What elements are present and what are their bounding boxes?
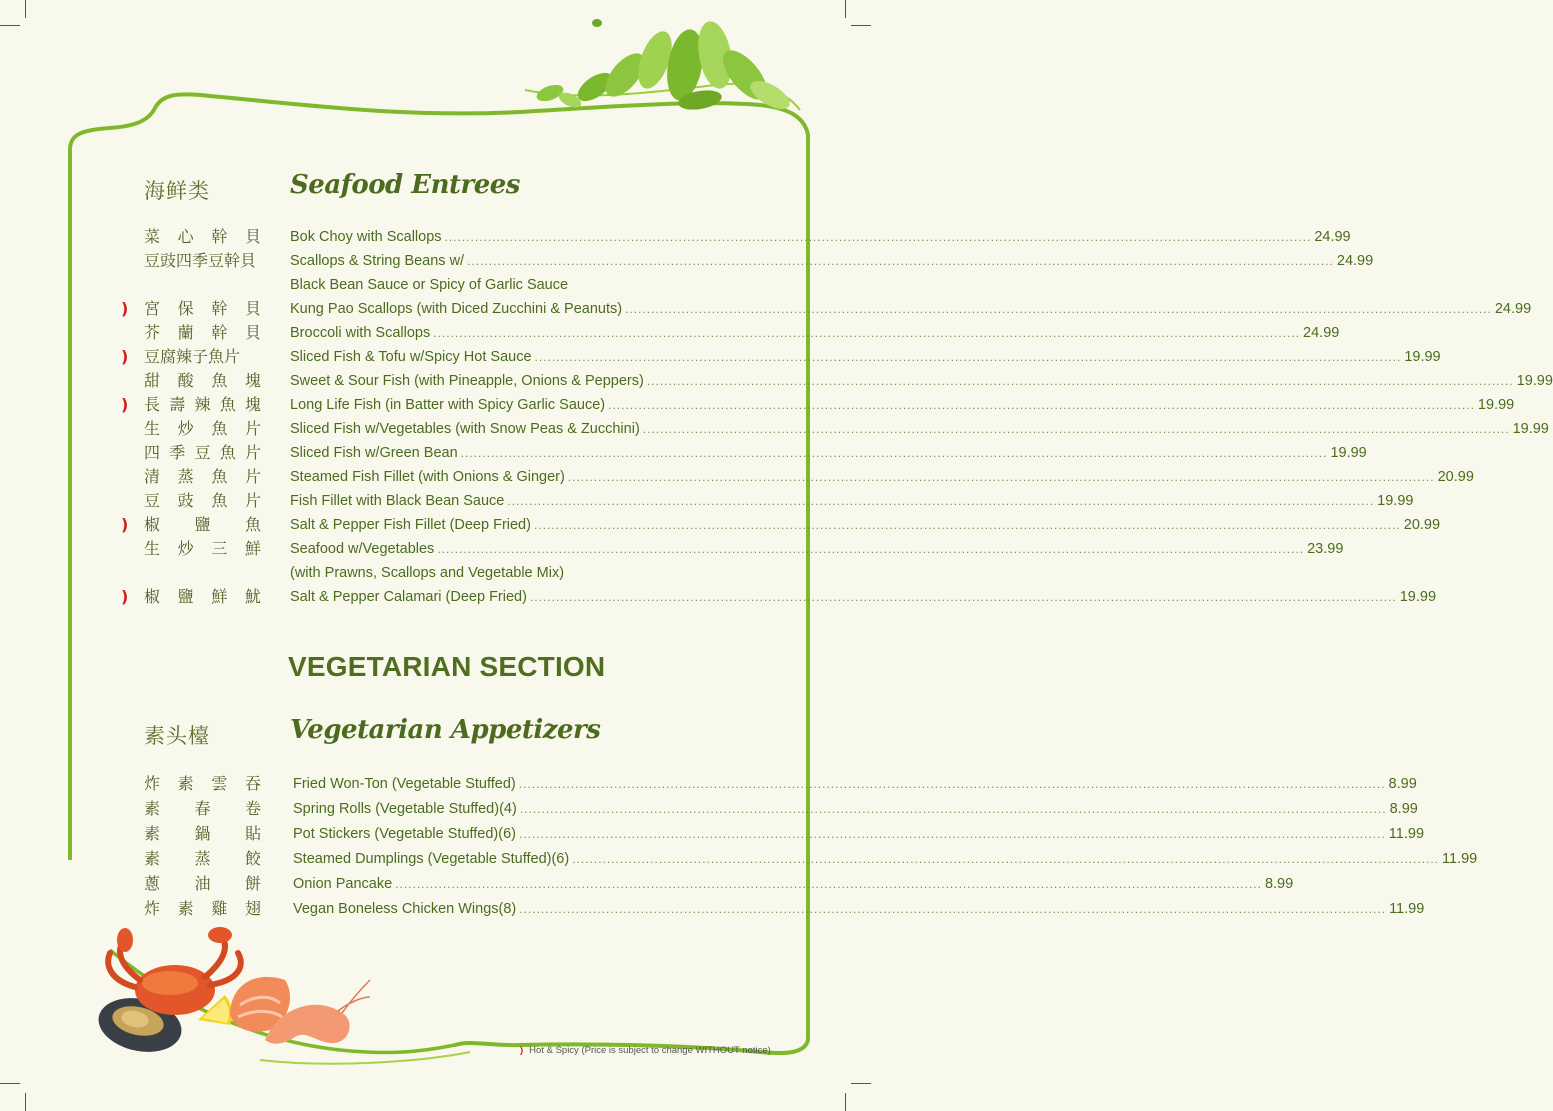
dot-leader: ........................................................................................................................................................................................................	[437, 542, 1305, 556]
menu-item	[293, 873, 1294, 895]
item-chinese-name: 椒鹽魚	[144, 515, 261, 534]
item-english-name: Sliced Fish w/Green Bean	[290, 445, 458, 461]
item-english-name: Bok Choy with Scallops	[290, 229, 442, 245]
item-note: (with Prawns, Scallops and Vegetable Mix)	[290, 565, 565, 581]
menu-item	[290, 514, 1441, 536]
item-price: 19.99	[1512, 421, 1549, 437]
item-price: 19.99	[1330, 445, 1367, 461]
item-price: 11.99	[1388, 826, 1425, 842]
chili-icon: )	[520, 1045, 524, 1056]
item-english-name: Scallops & String Beans w/	[290, 253, 465, 269]
item-english-name: Sweet & Sour Fish (with Pineapple, Onions & Peppers)	[290, 373, 644, 389]
menu-item	[290, 586, 1437, 608]
item-english-name: Steamed Fish Fillet (with Onions & Ginger)	[290, 469, 565, 485]
menu-item	[290, 250, 1374, 272]
item-price: 24.99	[1303, 325, 1340, 341]
item-chinese-name: 素蒸餃	[144, 849, 261, 868]
item-english-name: Salt & Pepper Calamari (Deep Fried)	[290, 589, 527, 605]
item-price: 19.99	[1404, 349, 1441, 365]
dot-leader: ........................................................................................................................................................................................................	[567, 470, 1435, 484]
footnote-text: Hot & Spicy (Price is subject to change WITHOUT notice)	[529, 1045, 771, 1056]
item-price: 24.99	[1336, 253, 1374, 269]
menu-item	[293, 773, 1417, 795]
item-english-name: Vegan Boneless Chicken Wings(8)	[293, 901, 517, 917]
seafood-zh-heading: 海鲜类	[144, 179, 210, 203]
dot-leader: ........................................................................................................................................................................................................	[625, 302, 1492, 316]
item-chinese-name: 豆豉四季豆幹貝	[144, 251, 257, 270]
dot-leader: ........................................................................................................................................................................................................	[519, 902, 1387, 916]
item-chinese-name: 豆腐辣子魚片	[144, 347, 241, 366]
item-price: 20.99	[1437, 469, 1474, 485]
chili-icon: )	[121, 347, 129, 366]
item-chinese-name: 芥蘭幹貝	[144, 323, 261, 342]
seafood-en-heading: Seafood Entrees	[290, 170, 520, 200]
item-chinese-name: 生炒魚片	[144, 419, 261, 438]
item-price: 24.99	[1494, 301, 1532, 317]
dot-leader: ........................................................................................................................................................................................................	[529, 590, 1397, 604]
menu-item	[290, 322, 1340, 344]
menu-item	[293, 798, 1418, 820]
item-chinese-name: 生炒三鮮	[144, 539, 261, 558]
item-chinese-name: 甜酸魚塊	[144, 371, 261, 390]
item-chinese-name: 清蒸魚片	[144, 467, 261, 486]
leaves-decoration	[515, 15, 815, 135]
seafood-illustration	[80, 925, 370, 1065]
item-english-name: Salt & Pepper Fish Fillet (Deep Fried)	[290, 517, 531, 533]
chili-icon: )	[121, 299, 129, 318]
dot-leader: ........................................................................................................................................................................................................	[518, 777, 1386, 791]
chili-icon: )	[121, 587, 129, 606]
item-chinese-name: 宮保幹貝	[144, 299, 261, 318]
item-chinese-name: 長壽辣魚塊	[144, 395, 261, 414]
item-price: 20.99	[1403, 517, 1441, 533]
menu-item	[290, 226, 1351, 248]
item-price: 23.99	[1307, 541, 1344, 557]
item-english-name: Long Life Fish (in Batter with Spicy Garlic Sauce)	[290, 397, 606, 413]
item-price: 19.99	[1477, 397, 1515, 413]
menu-item	[293, 848, 1478, 870]
item-chinese-name: 素春卷	[144, 799, 261, 818]
item-english-name: Broccoli with Scallops	[290, 325, 431, 341]
chili-icon: )	[121, 395, 129, 414]
menu-item	[290, 466, 1474, 488]
menu-item	[290, 346, 1441, 368]
item-english-name: Spring Rolls (Vegetable Stuffed)(4)	[293, 801, 517, 817]
item-price: 11.99	[1442, 851, 1478, 867]
item-price: 8.99	[1388, 776, 1417, 792]
item-chinese-name: 四季豆魚片	[144, 443, 261, 462]
dot-leader: ........................................................................................................................................................................................................	[572, 852, 1439, 866]
item-english-name: Fish Fillet with Black Bean Sauce	[290, 493, 505, 509]
menu-item	[290, 442, 1367, 464]
item-chinese-name: 素鍋貼	[144, 824, 261, 843]
menu-item	[293, 898, 1425, 920]
item-chinese-name: 炸素雲吞	[144, 774, 261, 793]
dot-leader: ........................................................................................................................................................................................................	[433, 326, 1301, 340]
dot-leader: ........................................................................................................................................................................................................	[608, 398, 1475, 412]
item-english-name: Sliced Fish & Tofu w/Spicy Hot Sauce	[290, 349, 532, 365]
item-price: 19.99	[1516, 373, 1553, 389]
item-chinese-name: 菜心幹貝	[144, 227, 261, 246]
item-english-name: Seafood w/Vegetables	[290, 541, 435, 557]
dot-leader: ........................................................................................................................................................................................................	[519, 827, 1386, 841]
footnote	[520, 1045, 771, 1056]
dot-leader: ........................................................................................................................................................................................................	[642, 422, 1510, 436]
item-price: 8.99	[1389, 801, 1418, 817]
dot-leader: ........................................................................................................................................................................................................	[534, 350, 1402, 364]
dot-leader: ........................................................................................................................................................................................................	[444, 230, 1312, 244]
item-chinese-name: 椒鹽鮮魷	[144, 587, 261, 606]
dot-leader: ........................................................................................................................................................................................................	[533, 518, 1401, 532]
item-chinese-name: 蔥油餅	[144, 874, 261, 893]
vegetarian-section-title: VEGETARIAN SECTION	[288, 651, 606, 682]
item-price: 8.99	[1264, 876, 1294, 892]
item-english-name: Fried Won-Ton (Vegetable Stuffed)	[293, 776, 516, 792]
dot-leader: ........................................................................................................................................................................................................	[646, 374, 1514, 388]
item-english-name: Onion Pancake	[293, 876, 393, 892]
item-english-name: Kung Pao Scallops (with Diced Zucchini & Peanuts)	[290, 301, 623, 317]
item-chinese-name: 炸素雞翅	[144, 899, 261, 918]
item-english-name: Sliced Fish w/Vegetables (with Snow Peas & Zucchini)	[290, 421, 640, 437]
chili-icon: )	[121, 515, 129, 534]
dot-leader: ........................................................................................................................................................................................................	[467, 254, 1334, 268]
menu-item	[290, 490, 1414, 512]
vegetarian-en-heading: Vegetarian Appetizers	[290, 715, 601, 745]
vegetarian-zh-heading: 素头檯	[144, 724, 210, 748]
menu-item	[290, 538, 1344, 560]
item-price: 24.99	[1314, 229, 1351, 245]
dot-leader: ........................................................................................................................................................................................................	[395, 877, 1262, 891]
dot-leader: ........................................................................................................................................................................................................	[519, 802, 1387, 816]
item-price: 11.99	[1389, 901, 1425, 917]
item-english-name: Pot Stickers (Vegetable Stuffed)(6)	[293, 826, 516, 842]
menu-item	[290, 418, 1549, 440]
item-price: 19.99	[1377, 493, 1414, 509]
dot-leader: ........................................................................................................................................................................................................	[460, 446, 1328, 460]
dot-leader: ........................................................................................................................................................................................................	[507, 494, 1375, 508]
item-note: Black Bean Sauce or Spicy of Garlic Sauce	[290, 277, 569, 293]
item-english-name: Steamed Dumplings (Vegetable Stuffed)(6)	[293, 851, 570, 867]
menu-item	[290, 370, 1553, 392]
menu-item	[293, 823, 1425, 845]
item-chinese-name: 豆豉魚片	[144, 491, 261, 510]
item-price: 19.99	[1399, 589, 1437, 605]
menu-item	[290, 298, 1532, 320]
menu-item	[290, 394, 1515, 416]
